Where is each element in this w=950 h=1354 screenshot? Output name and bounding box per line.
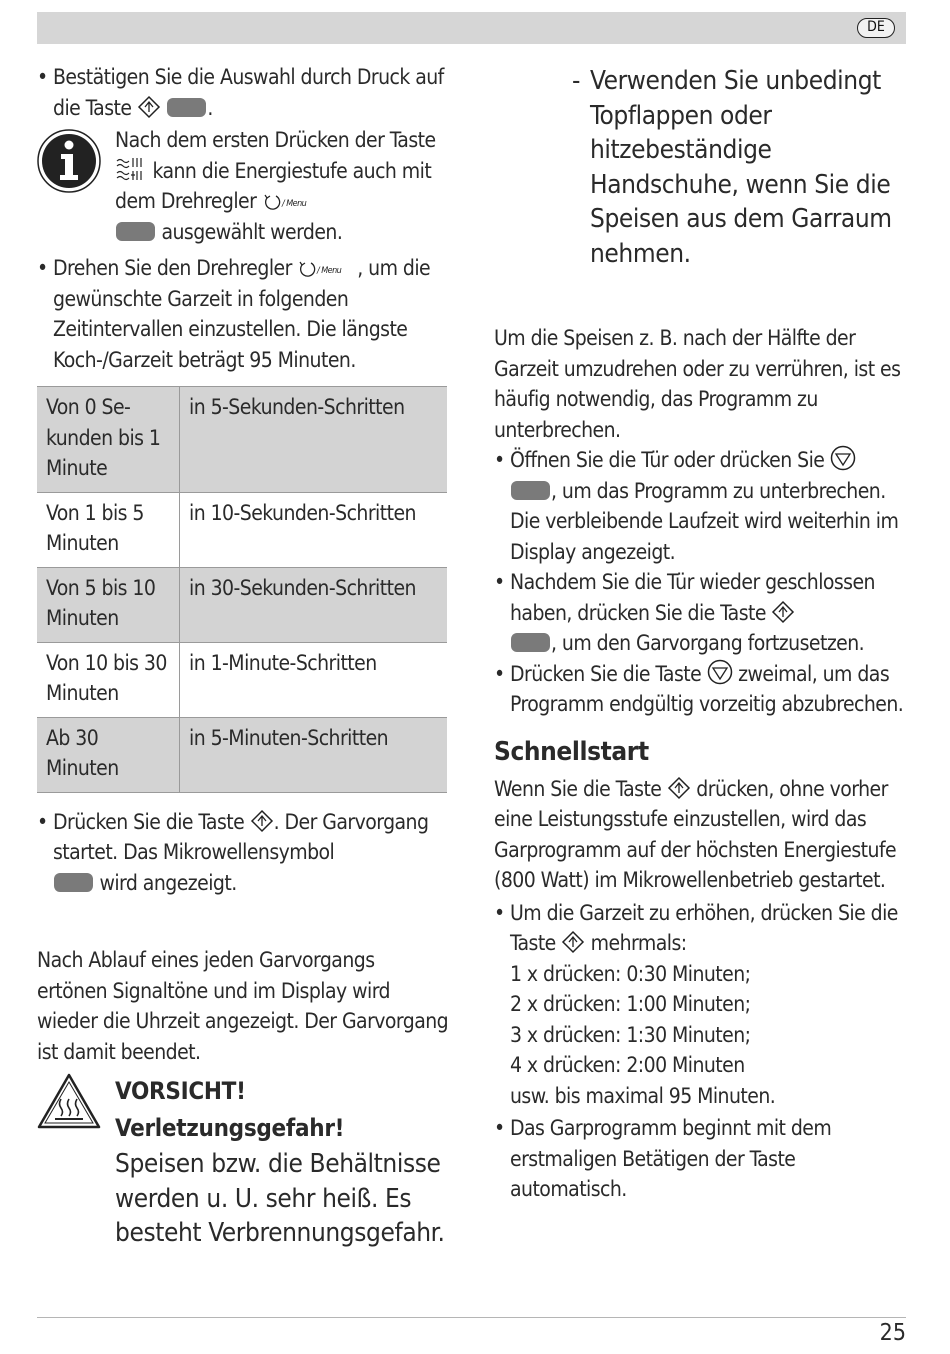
caution-box — [37, 1073, 449, 1251]
bullet-continue: • Nachdem Sie die Tür wieder geschlossen haben, drücken Sie die Taste , um den Garvorgang fortzusetzen. — [494, 567, 908, 659]
stop-icon — [707, 659, 733, 685]
right-column — [494, 62, 908, 1205]
svg-text:/ Menu: / Menu — [281, 199, 307, 209]
bullet-start: • Drücken Sie die Taste . Der Garvorgang startet. Das Mikrowellensymbol wird angezeigt. — [37, 807, 449, 899]
list-item: 4 x drücken: 2:00 Minuten — [510, 1053, 745, 1077]
table-row: Von 0 Se-kunden bis 1 Minute in 5-Sekunden-Schritten — [37, 387, 447, 493]
table-row: Von 10 bis 30 Minuten in 1-Minute-Schritten — [37, 642, 447, 717]
microwave-symbol-placeholder — [54, 873, 93, 892]
list-item: usw. bis maximal 95 Minuten. — [510, 1083, 776, 1108]
caution-text: Speisen bzw. die Behältnisse werden u. U. sehr heiß. Es besteht Verbrennungsgefahr. — [115, 1149, 445, 1248]
list-item: 2 x drücken: 1:00 Minuten; — [510, 992, 751, 1016]
hot-surface-warning-icon — [37, 1073, 101, 1129]
table-row: Von 1 bis 5 Minuten in 10-Sekunden-Schritten — [37, 492, 447, 567]
svg-text:/ Menu: / Menu — [317, 266, 342, 276]
bullet-open-door: • Öffnen Sie die Tür oder drücken Sie , um das Programm zu unterbrechen. Die verbleibende Laufzeit wird weiterhin im Display angezeigt. — [494, 445, 908, 567]
list-item: 3 x drücken: 1:30 Minuten; — [510, 1022, 751, 1047]
left-column — [37, 62, 449, 1251]
list-item: 1 x drücken: 0:30 Minuten; — [510, 961, 751, 986]
caution-dash-item: - Verwenden Sie unbedingt Topflappen oder hitzebeständige Handschuhe, wenn Sie die Speisen aus dem Garraum nehmen. — [572, 64, 908, 271]
button-placeholder — [116, 222, 155, 241]
button-placeholder — [511, 633, 550, 652]
bullet-confirm: • Bestätigen Sie die Auswahl durch Druck auf die Taste . — [37, 62, 449, 123]
start-icon — [771, 600, 795, 624]
button-placeholder — [167, 98, 206, 117]
table-row: Von 5 bis 10 Minuten in 30-Sekunden-Schritten — [37, 567, 447, 642]
start-icon — [137, 95, 161, 119]
bullet-auto-start: • Das Garprogramm beginnt mit dem erstmaligen Betätigen der Taste automatisch. — [494, 1113, 908, 1205]
stop-icon — [830, 445, 856, 471]
dial-menu-icon — [262, 190, 322, 212]
caution-subtitle: Verletzungsgefahr! — [115, 1114, 345, 1142]
start-icon — [667, 776, 691, 800]
press-list — [494, 959, 908, 1112]
footer-rule — [37, 1317, 906, 1318]
interrupt-paragraph: Um die Speisen z. B. nach der Hälfte der Garzeit umzudrehen oder zu verrühren, ist es häufig notwendig, das Programm zu unterbrechen. — [494, 326, 901, 442]
section-heading: Schnellstart — [494, 736, 649, 767]
start-icon — [250, 809, 274, 833]
bullet-dial: • Drehen Sie den Drehregler / Menu , um die gewünschte Garzeit in folgenden Zeitintervallen einzustellen. Die längste Koch-/Garzeit beträgt 95 Minuten. — [37, 253, 449, 375]
microwave-power-icon — [115, 156, 147, 182]
header-bar — [37, 12, 906, 44]
start-icon — [561, 930, 585, 954]
table-row: Ab 30 Minuten in 5-Minuten-Schritten — [37, 717, 447, 792]
bullet-cancel: • Drücken Sie die Taste zweimal, um das Programm endgültig vorzeitig abzubrechen. — [494, 659, 908, 720]
quickstart-paragraph: Wenn Sie die Taste drücken, ohne vorher eine Leistungsstufe einzustellen, wird das Garprogramm auf der höchsten Energiestufe (800 Watt) im Mikrowellenbetrieb gestartet. — [494, 776, 897, 892]
dial-menu-icon — [297, 257, 357, 279]
bullet-increase-time: • Um die Garzeit zu erhöhen, drücken Sie die Taste mehrmals: — [494, 898, 908, 959]
time-interval-table — [37, 386, 447, 793]
page-number: 25 — [879, 1320, 906, 1346]
button-placeholder — [511, 481, 550, 500]
info-icon — [37, 129, 101, 193]
caution-title: VORSICHT! — [115, 1077, 246, 1105]
info-note: Nach dem ersten Drücken der Taste kann die Energiestufe auch mit dem Drehregler / Menu ausgewählt werden. — [37, 125, 449, 247]
end-paragraph: Nach Ablauf eines jeden Garvorgangs ertönen Signaltöne und im Display wird wieder die Uhrzeit angezeigt. Der Garvorgang ist damit beendet. — [37, 948, 449, 1064]
language-badge: DE — [857, 18, 895, 38]
